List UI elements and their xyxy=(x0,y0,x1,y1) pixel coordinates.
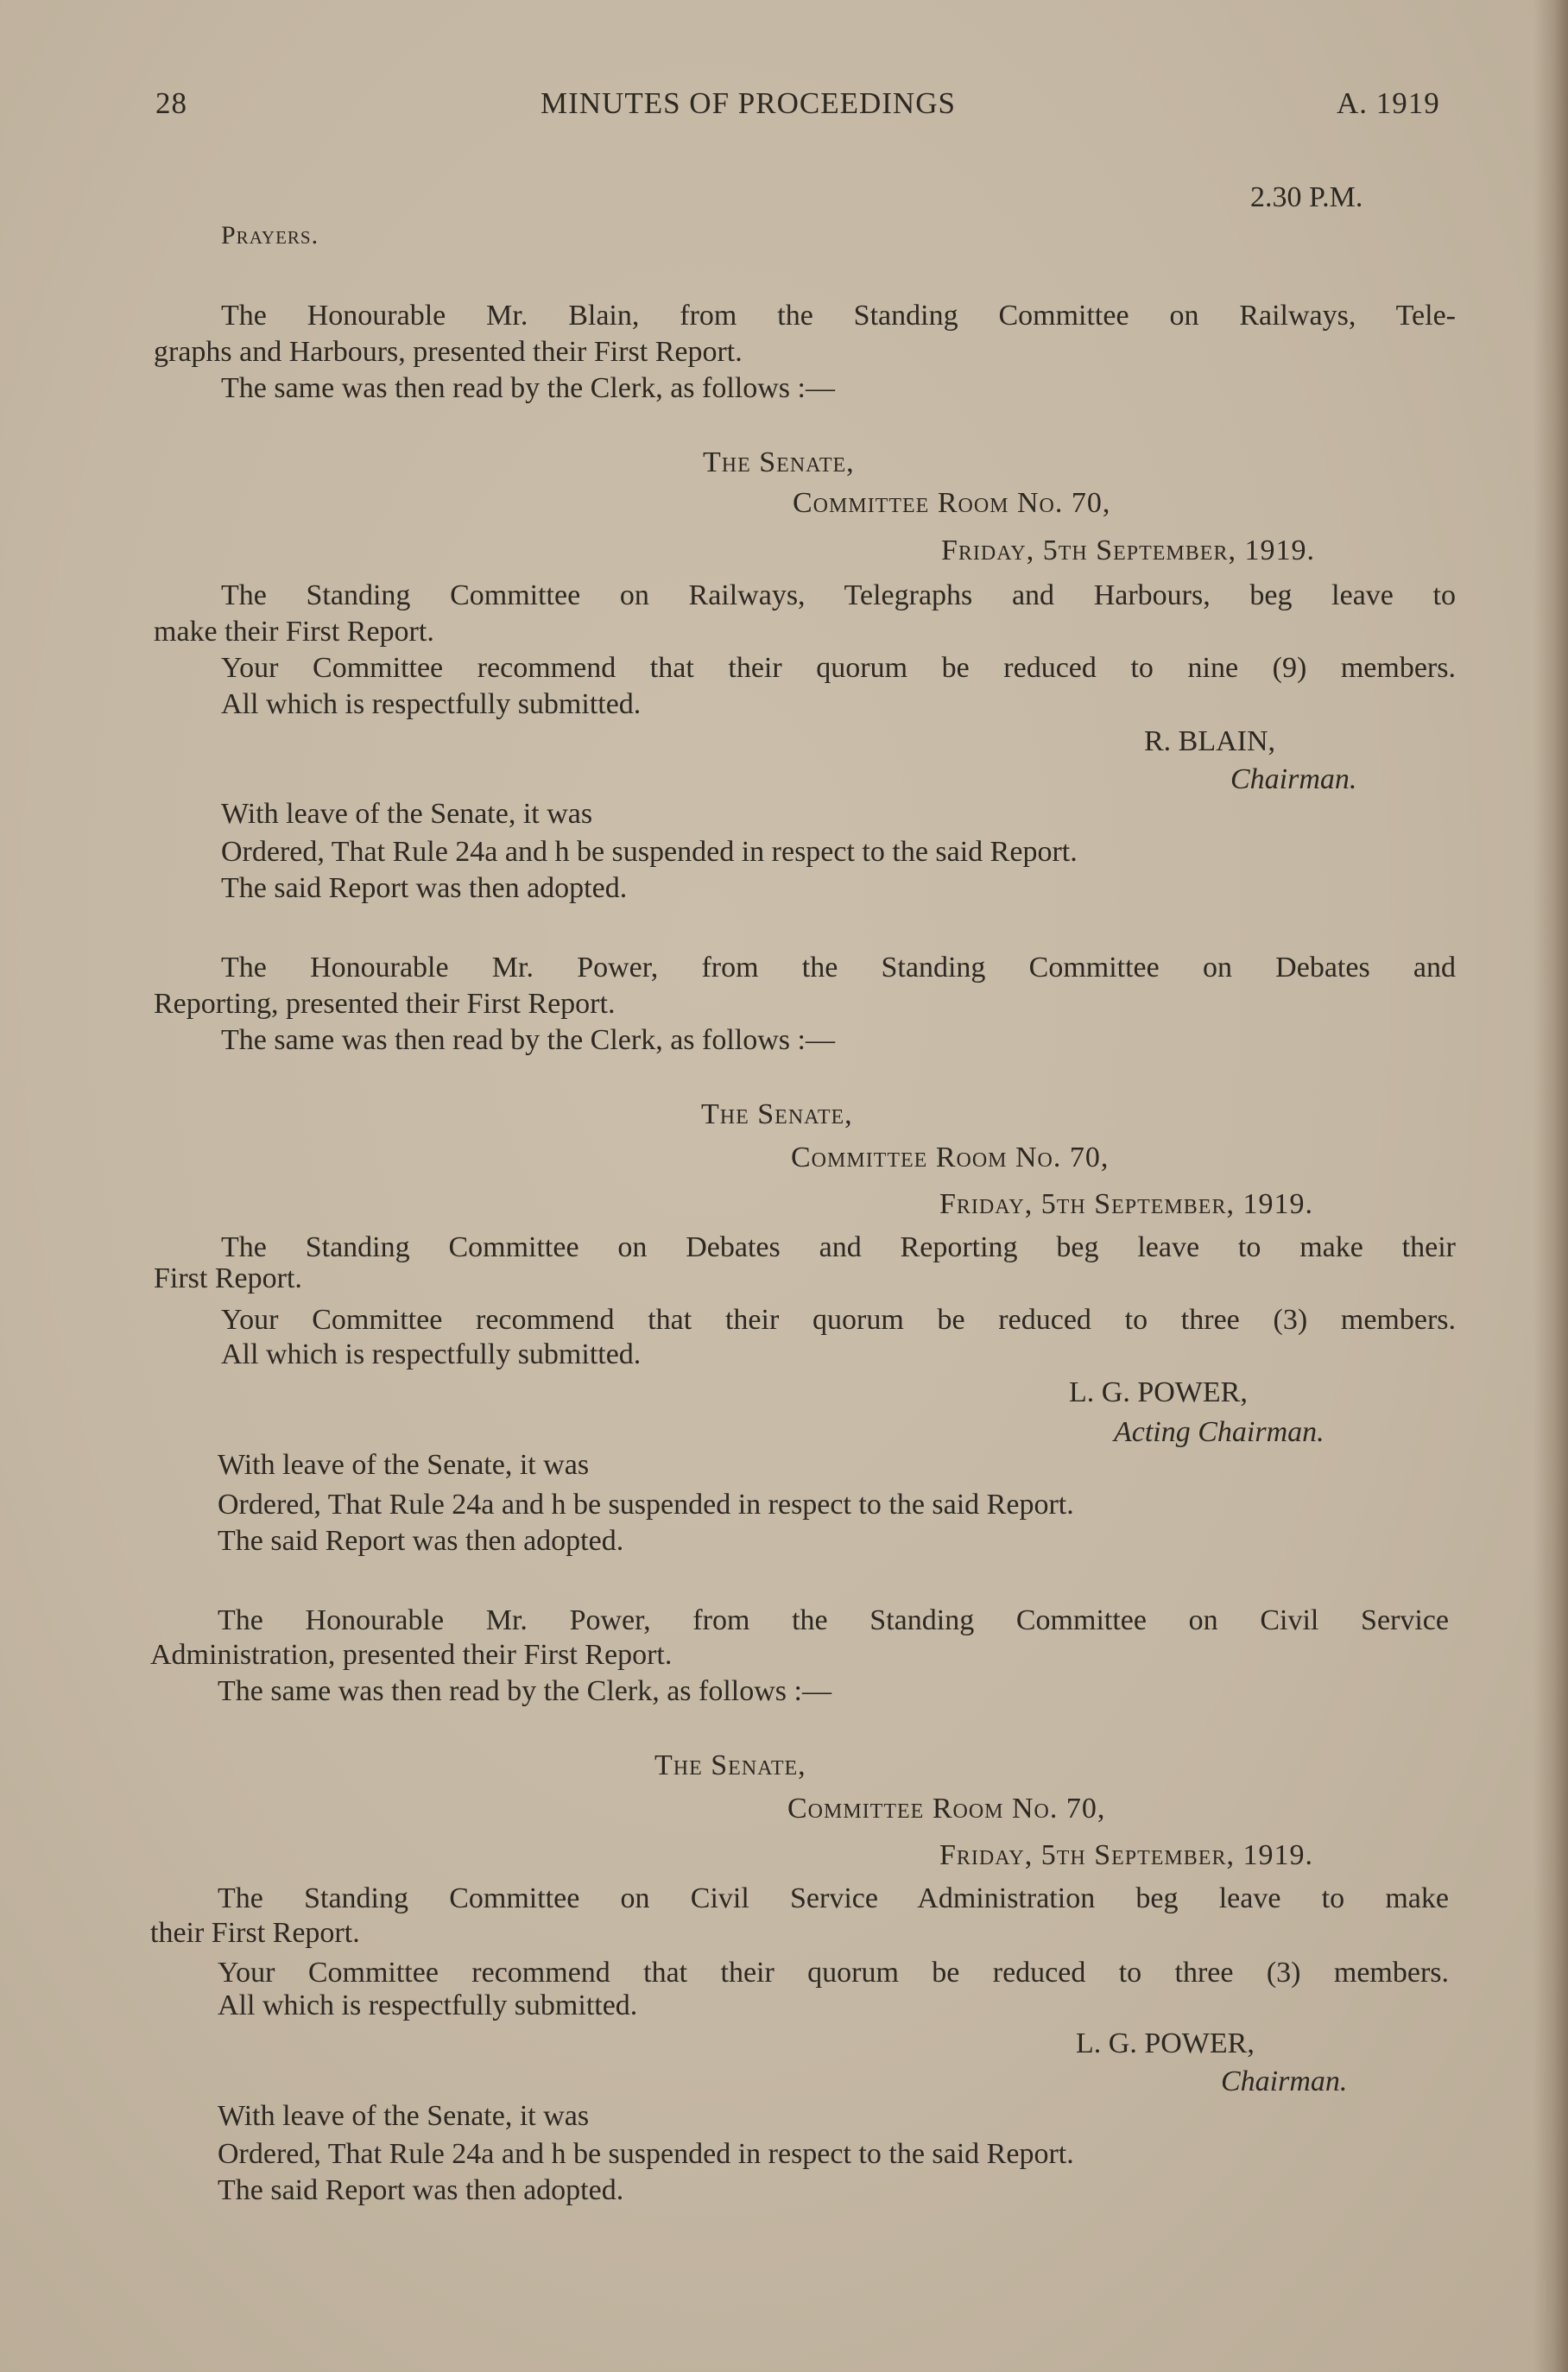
section-1-read-line: The same was then read by the Clerk, as follows :— xyxy=(221,372,835,404)
section-2-leave: With leave of the Senate, it was xyxy=(218,1449,590,1481)
section-1-intro-line2: graphs and Harbours, presented their First Report. xyxy=(154,336,743,368)
section-1-address-room: Committee Room No. 70, xyxy=(793,487,1111,519)
section-2-address-room: Committee Room No. 70, xyxy=(791,1142,1110,1173)
session-year: A. 1919 xyxy=(1337,86,1440,120)
section-3-address-room: Committee Room No. 70, xyxy=(787,1793,1106,1825)
section-3-ordered: Ordered, That Rule 24a and h be suspended in respect to the said Report. xyxy=(218,2138,1074,2170)
section-3-signatory: L. G. POWER, xyxy=(1076,2027,1255,2059)
section-1-body-line2: make their First Report. xyxy=(154,616,434,648)
section-1-address-senate: The Senate, xyxy=(703,446,855,478)
section-2-signatory: L. G. POWER, xyxy=(1069,1376,1248,1408)
section-3-body-line2: their First Report. xyxy=(150,1917,360,1949)
section-2-read-line: The same was then read by the Clerk, as follows :— xyxy=(221,1024,835,1056)
section-1-signatory: R. BLAIN, xyxy=(1144,725,1276,757)
section-1-ordered: Ordered, That Rule 24a and h be suspended in respect to the said Report. xyxy=(221,836,1078,868)
page-number: 28 xyxy=(155,86,187,120)
section-1-submitted: All which is respectfully submitted. xyxy=(221,688,642,720)
section-2-intro-line2: Reporting, presented their First Report. xyxy=(154,988,616,1020)
section-3-read-line: The same was then read by the Clerk, as follows :— xyxy=(218,1675,831,1707)
section-1-intro-line1: The Honourable Mr. Blain, from the Standing Committee on Railways, Tele- xyxy=(221,300,1456,332)
section-3-submitted: All which is respectfully submitted. xyxy=(218,1989,638,2021)
section-3-body-line1: The Standing Committee on Civil Service Administration beg leave to make xyxy=(218,1882,1449,1914)
section-1-recommendation: Your Committee recommend that their quorum be reduced to nine (9) members. xyxy=(221,652,1456,684)
section-2-body-line2: First Report. xyxy=(154,1262,302,1294)
section-3-date: Friday, 5th September, 1919. xyxy=(939,1839,1313,1871)
section-2-submitted: All which is respectfully submitted. xyxy=(221,1338,642,1370)
section-3-leave: With leave of the Senate, it was xyxy=(218,2100,590,2132)
prayers-heading: Prayers. xyxy=(221,221,319,250)
section-1-leave: With leave of the Senate, it was xyxy=(221,798,593,830)
section-3-address-senate: The Senate, xyxy=(654,1749,806,1781)
section-2-signatory-title: Acting Chairman. xyxy=(1114,1416,1325,1448)
section-1-body-line1: The Standing Committee on Railways, Telegraphs and Harbours, beg leave to xyxy=(221,579,1456,611)
running-title: MINUTES OF PROCEEDINGS xyxy=(541,86,956,120)
section-3-signatory-title: Chairman. xyxy=(1221,2065,1348,2097)
section-2-adopted: The said Report was then adopted. xyxy=(218,1525,624,1557)
section-1-signatory-title: Chairman. xyxy=(1230,763,1357,795)
section-3-recommendation: Your Committee recommend that their quorum be reduced to three (3) members. xyxy=(218,1957,1449,1989)
section-1-adopted: The said Report was then adopted. xyxy=(221,872,628,904)
section-1-date: Friday, 5th September, 1919. xyxy=(941,534,1315,566)
section-2-address-senate: The Senate, xyxy=(701,1098,853,1130)
section-2-body-line1: The Standing Committee on Debates and Reporting beg leave to make their xyxy=(221,1231,1456,1263)
section-3-intro-line2: Administration, presented their First Report. xyxy=(150,1639,673,1671)
section-2-ordered: Ordered, That Rule 24a and h be suspended in respect to the said Report. xyxy=(218,1489,1074,1521)
section-3-adopted: The said Report was then adopted. xyxy=(218,2174,624,2206)
section-2-recommendation: Your Committee recommend that their quorum be reduced to three (3) members. xyxy=(221,1304,1456,1336)
section-2-date: Friday, 5th September, 1919. xyxy=(939,1188,1313,1220)
sitting-time: 2.30 P.M. xyxy=(1250,181,1363,213)
section-2-intro-line1: The Honourable Mr. Power, from the Standing Committee on Debates and xyxy=(221,952,1456,984)
section-3-intro-line1: The Honourable Mr. Power, from the Standing Committee on Civil Service xyxy=(218,1604,1449,1636)
